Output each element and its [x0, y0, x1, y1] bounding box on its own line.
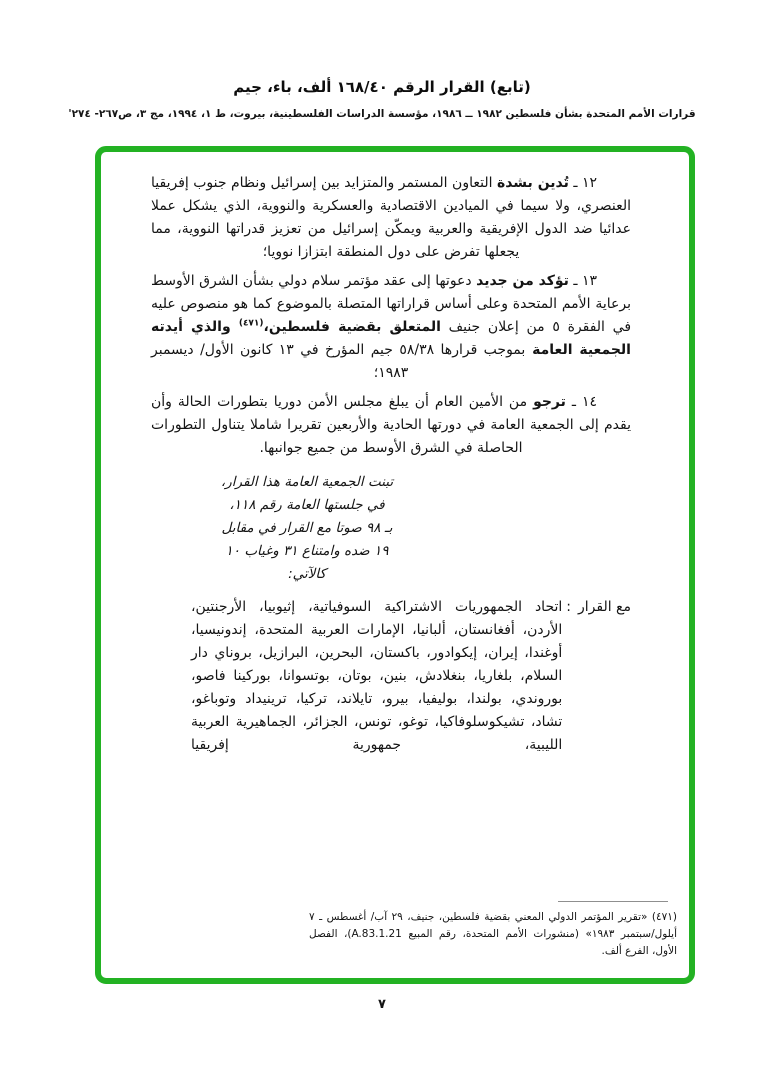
- paragraph-13-bold-3: والذي أيدته الجمعية العامة: [151, 319, 631, 358]
- vote-in-favour-row: [151, 596, 631, 757]
- paragraph-12-lead: تُدين بشدة: [496, 175, 569, 191]
- paragraph-13-bold-2: المتعلق بقضية فلسطين،: [263, 319, 441, 335]
- footnote-block: [309, 901, 677, 966]
- page-number: ٧: [378, 997, 386, 1012]
- adoption-note-line: في جلستها العامة رقم ١١٨،: [229, 497, 385, 513]
- document-body: [101, 152, 689, 978]
- resolution-title: (تابع) القرار الرقم ١٦٨/٤٠ ألف، باء، جيم: [233, 78, 531, 96]
- vote-in-favour-countries: اتحاد الجمهوريات الاشتراكية السوفياتية، إثيوبيا، الأرجنتين، الأردن، أفغانستان، ألبانيا، الإمارات العربية المتحدة، إندونيسيا، أوغندا، إيران، إيكوادور، باكستان، البحرين، البرازيل، بروناي دار السلام، بلغاريا، بنغلادش، بنين، بوتان، بوتسوانا، بوركينا فاصو، بوروندي، بولندا، بوليفيا، بيرو، تايلاند، تركيا، ترينيداد وتوباغو، تشاد، تشيكوسلوفاكيا، توغو، تونس، الجزائر، الجماهيرية العربية الليبية، جمهورية إفريقيا: [191, 599, 563, 753]
- paragraph-13-lead: تؤكد من جديد: [476, 273, 569, 289]
- footnote-marker: (٤٧١): [651, 911, 677, 923]
- adoption-note-line: كالآتي:: [288, 566, 326, 582]
- paragraph-13: [151, 270, 631, 385]
- paragraph-13-text-2: بموجب قرارها ٥٨/٣٨ جيم المؤرخ في ١٣ كانون الأول/ ديسمبر ١٩٨٣؛: [151, 342, 526, 381]
- paragraph-14-number: ١٤ ـ: [565, 394, 597, 410]
- footnote-body: «تقرير المؤتمر الدولي المعني بقضية فلسطين، جنيف، ٢٩ آب/ أغسطس ـ ٧ أيلول/سبتمبر ١٩٨٣» (منشورات الأمم المتحدة، رقم المبيع A.83.1.21)، الفصل الأول، الفرع ألف.: [309, 911, 677, 957]
- footnote-separator-rule: [558, 901, 668, 902]
- vote-label-colon: :: [566, 599, 571, 615]
- paragraph-14: [151, 391, 631, 460]
- paragraph-14-text: من الأمين العام أن يبلغ مجلس الأمن دوريا بتطورات الحالة وأن يقدم إلى الجمعية العامة في دورتها الحادية والأربعين تقريرا شاملا يتناول التطورات الحاصلة في الشرق الأوسط من جميع جوانبها.: [151, 394, 631, 456]
- footnote-reference-471: (٤٧١): [238, 318, 264, 329]
- paragraph-13-number: ١٣ ـ: [568, 273, 597, 289]
- paragraph-13-text-1: دعوتها إلى عقد مؤتمر سلام دولي بشأن الشرق الأوسط برعاية الأمم المتحدة وعلى أساس قراراتها المتصلة بالموضوع كما هو منصوص عليه في الفقرة ٥ من إعلان جنيف: [151, 273, 632, 335]
- paragraph-14-lead: ترجو: [533, 394, 566, 410]
- adoption-note: [191, 471, 423, 586]
- adoption-note-line: تبنت الجمعية العامة هذا القرار،: [220, 474, 394, 490]
- paragraph-12-text: التعاون المستمر والمتزايد بين إسرائيل ونظام جنوب إفريقيا العنصري، ولا سيما في الميادين الاقتصادية والعسكرية والنووية، الذي يشكل عملا عدائيا ضد الدول الإفريقية والعربية ويمكّن إسرائيل من تعزيز قدراتها النووية، مما يجعلها تفرض على دول المنطقة ابتزازا نوويا؛: [151, 175, 631, 260]
- adoption-note-line: ١٩ ضده وامتناع ٣١ وغياب ١٠: [225, 543, 389, 559]
- source-citation-line: قرارات الأمم المتحدة بشأن فلسطين ١٩٨٢ ــ ١٩٨٦، مؤسسة الدراسات الفلسطينية، بيروت، ط ١، ١٩٩٤، مج ٣، ص٢٦٧- ٢٧٤': [68, 108, 696, 120]
- paragraph-12-number: ١٢ ـ: [568, 175, 597, 191]
- vote-in-favour-label: مع القرار: [577, 599, 631, 615]
- green-border-frame: [95, 146, 695, 984]
- adoption-note-line: بـ ٩٨ صوتا مع القرار في مقابل: [221, 520, 393, 536]
- footnote-text: [309, 909, 677, 960]
- paragraph-12: [151, 172, 631, 264]
